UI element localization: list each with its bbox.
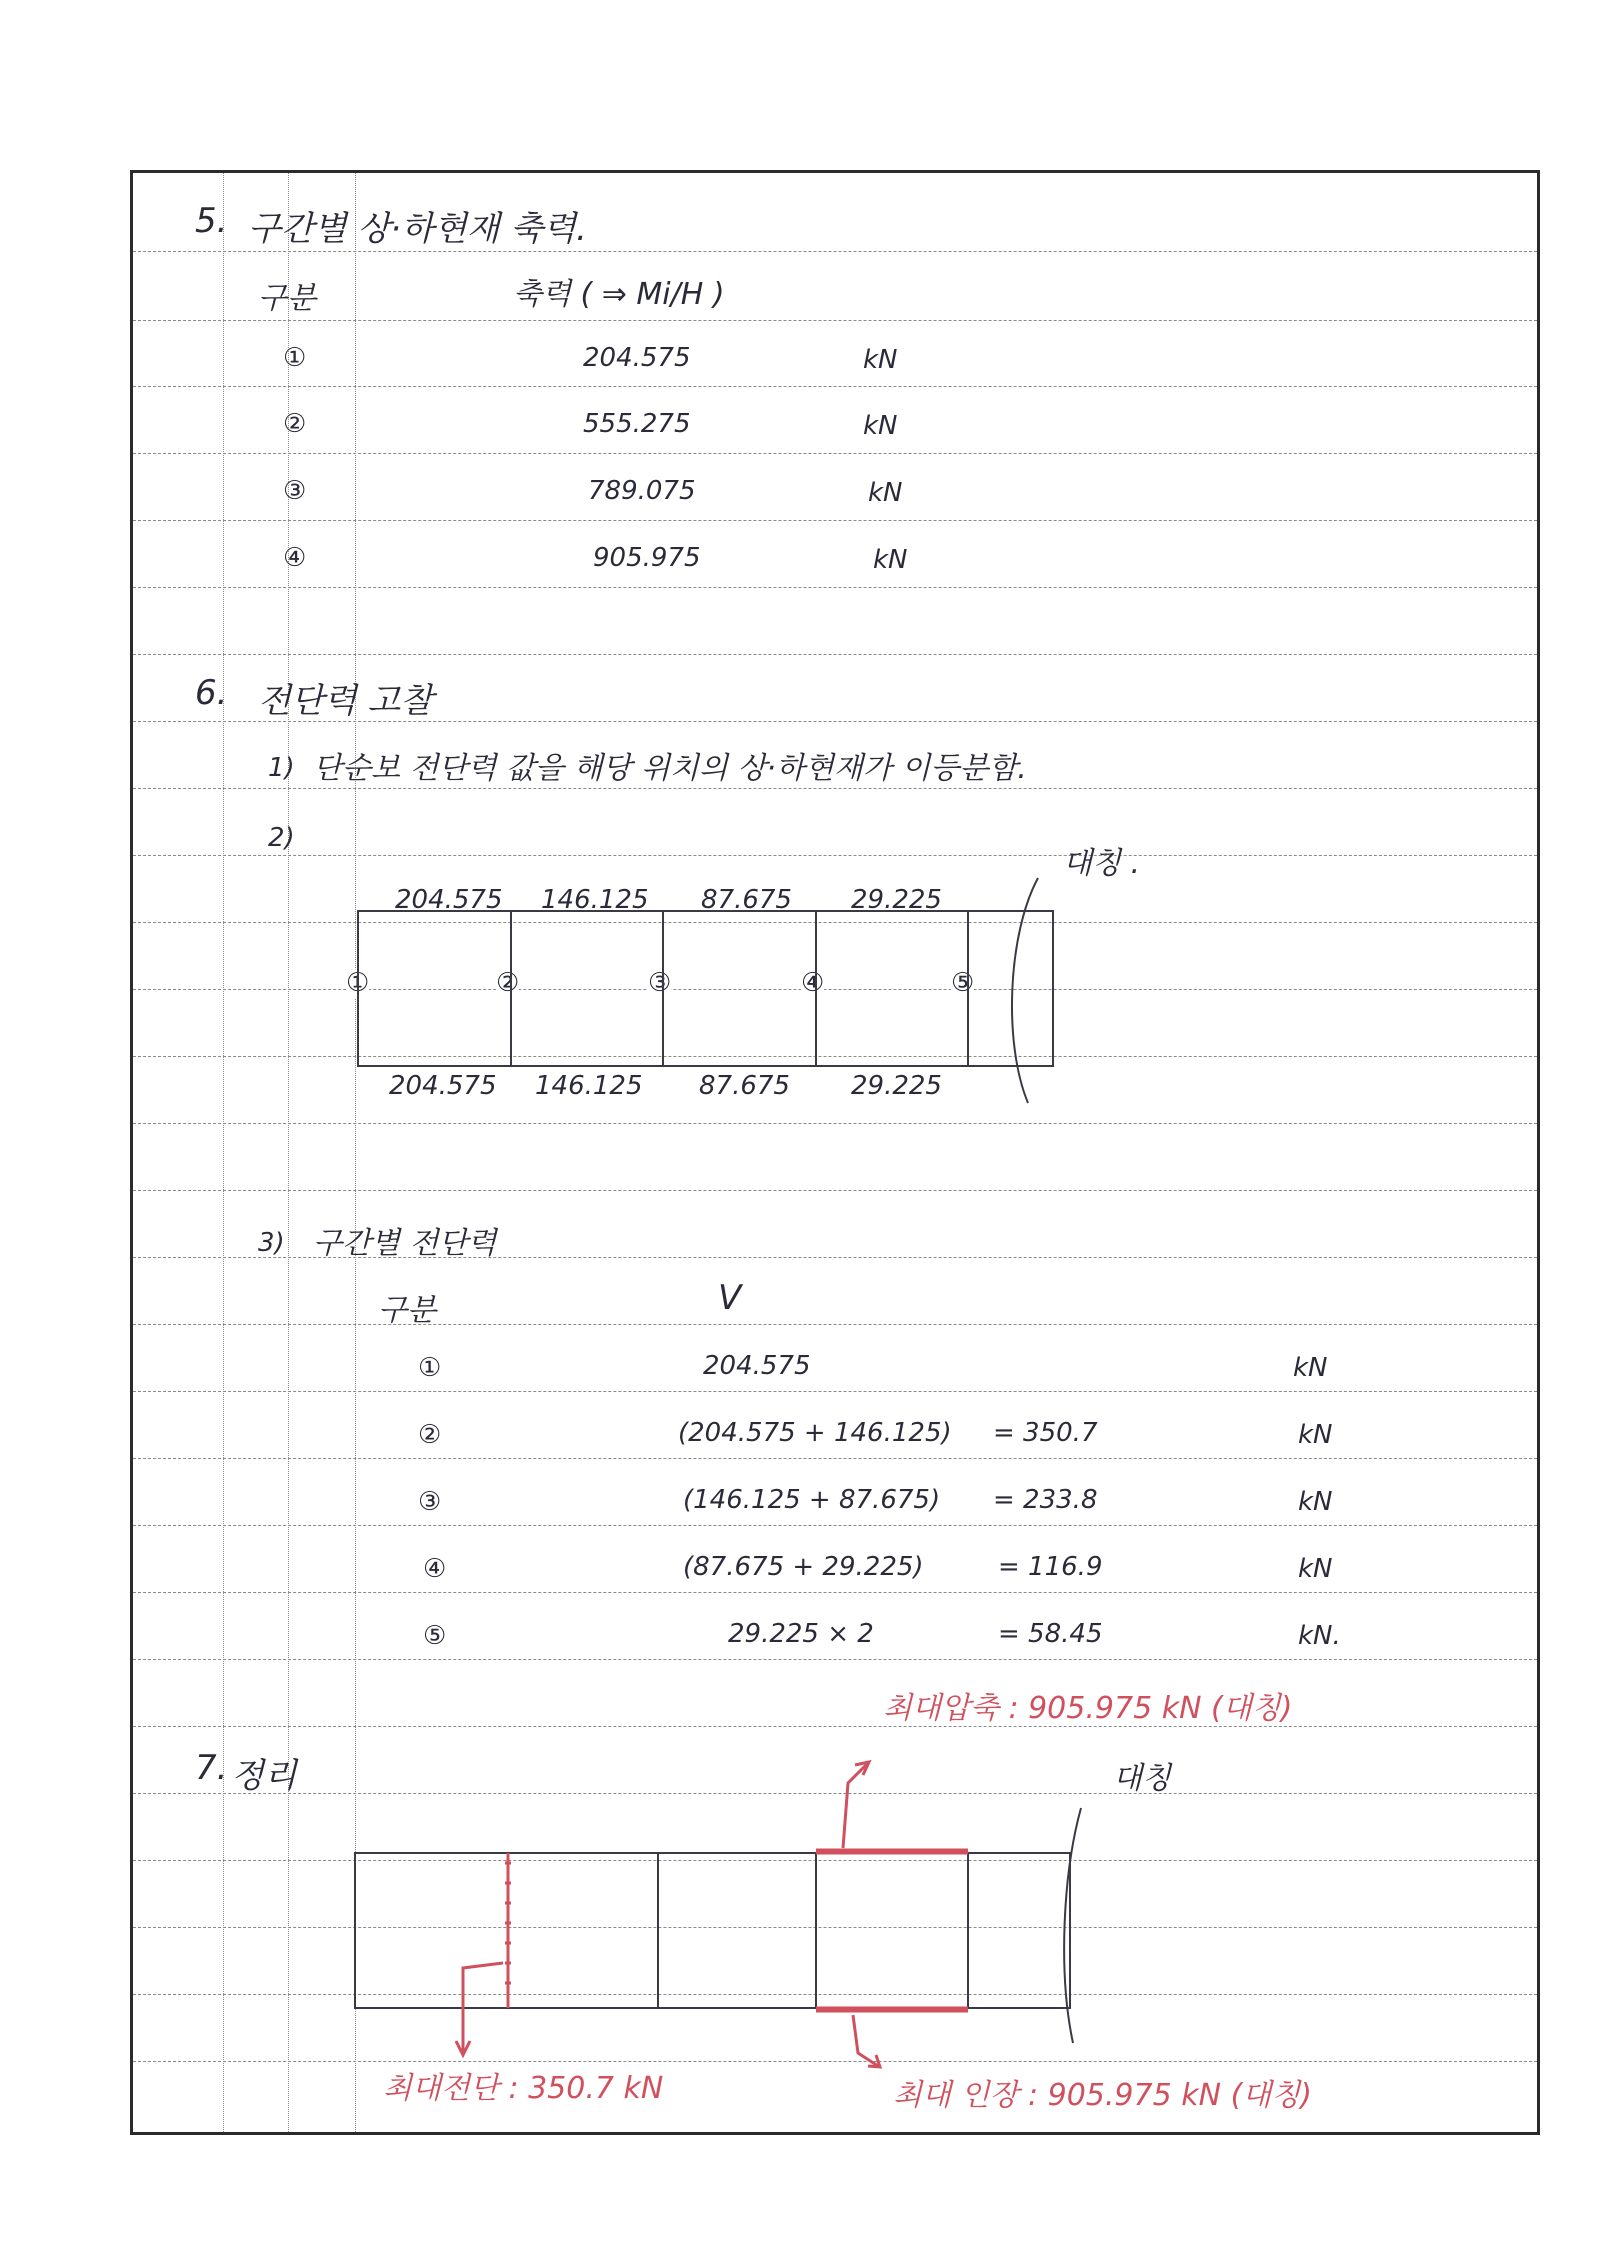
truss-drawings xyxy=(133,173,1543,2138)
row-unit: kN xyxy=(1293,1353,1328,1383)
table-header-division: 구분 xyxy=(378,1293,436,1328)
row-id: ⑤ xyxy=(423,1621,447,1651)
item-number: 1) xyxy=(268,753,295,783)
row-id: ④ xyxy=(283,543,307,573)
shear-distribution-truss xyxy=(358,878,1053,1103)
row-result: = 350.7 xyxy=(993,1418,1098,1448)
node-label: ① xyxy=(346,968,370,998)
section-title: 정리 xyxy=(231,1756,297,1796)
row-result: = 116.9 xyxy=(998,1552,1103,1582)
row-result: 204.575 xyxy=(703,1351,811,1381)
max-shear-note: 최대전단 : 350.7 kN xyxy=(383,2071,664,2106)
row-expr: 29.225 × 2 xyxy=(728,1619,874,1649)
row-unit: kN xyxy=(1298,1487,1333,1517)
section-title: 전단력 고찰 xyxy=(258,681,434,721)
row-id: ② xyxy=(283,409,307,439)
section-number: 6. xyxy=(195,673,228,713)
row-unit: kN xyxy=(1298,1420,1333,1450)
row-id: ② xyxy=(418,1420,442,1450)
notebook-page xyxy=(130,170,1540,2135)
row-unit: kN xyxy=(873,545,908,575)
row-expr: (204.575 + 146.125) xyxy=(678,1418,952,1448)
item-number: 2) xyxy=(268,823,295,853)
node-label: ④ xyxy=(801,968,825,998)
max-tension-note: 최대 인장 : 905.975 kN (대칭) xyxy=(893,2078,1312,2113)
row-result: = 233.8 xyxy=(993,1485,1098,1515)
bottom-chord-value: 204.575 xyxy=(389,1071,497,1101)
row-unit: kN. xyxy=(1298,1621,1341,1651)
node-label: ⑤ xyxy=(951,968,975,998)
row-unit: kN xyxy=(1298,1554,1333,1584)
max-compression-note: 최대압축 : 905.975 kN (대칭) xyxy=(883,1691,1293,1726)
row-value: 905.975 xyxy=(593,543,701,573)
symmetry-label: 대칭 xyxy=(1113,1761,1171,1796)
item-text: 단순보 전단력 값을 해당 위치의 상·하현재가 이등분함. xyxy=(313,751,1027,786)
symmetry-label: 대칭 . xyxy=(1063,846,1141,881)
top-chord-value: 87.675 xyxy=(701,885,792,915)
row-result: = 58.45 xyxy=(998,1619,1103,1649)
row-id: ③ xyxy=(283,476,307,506)
row-unit: kN xyxy=(863,411,898,441)
table-header-shear: V xyxy=(718,1278,742,1318)
item-title: 구간별 전단력 xyxy=(313,1226,497,1261)
node-label: ② xyxy=(496,968,520,998)
row-unit: kN xyxy=(863,345,898,375)
top-chord-value: 146.125 xyxy=(541,885,649,915)
row-id: ④ xyxy=(423,1554,447,1584)
table-header-axial-force: 축력 ( ⇒ Mi/H ) xyxy=(513,277,725,312)
red-markings xyxy=(456,1762,968,2067)
row-value: 789.075 xyxy=(588,476,696,506)
section-title: 구간별 상·하현재 축력. xyxy=(248,209,587,249)
row-value: 555.275 xyxy=(583,409,691,439)
section-number: 7. xyxy=(195,1748,228,1788)
row-expr: (87.675 + 29.225) xyxy=(683,1552,924,1582)
row-id: ① xyxy=(283,343,307,373)
bottom-chord-value: 87.675 xyxy=(699,1071,790,1101)
table-header-division: 구분 xyxy=(258,281,316,316)
row-expr: (146.125 + 87.675) xyxy=(683,1485,941,1515)
top-chord-value: 29.225 xyxy=(851,885,942,915)
row-id: ③ xyxy=(418,1487,442,1517)
row-id: ① xyxy=(418,1353,442,1383)
section-number: 5. xyxy=(195,201,228,241)
row-unit: kN xyxy=(868,478,903,508)
top-chord-value: 204.575 xyxy=(395,885,503,915)
row-value: 204.575 xyxy=(583,343,691,373)
bottom-chord-value: 146.125 xyxy=(535,1071,643,1101)
bottom-chord-value: 29.225 xyxy=(851,1071,942,1101)
node-label: ③ xyxy=(648,968,672,998)
item-number: 3) xyxy=(258,1228,285,1258)
